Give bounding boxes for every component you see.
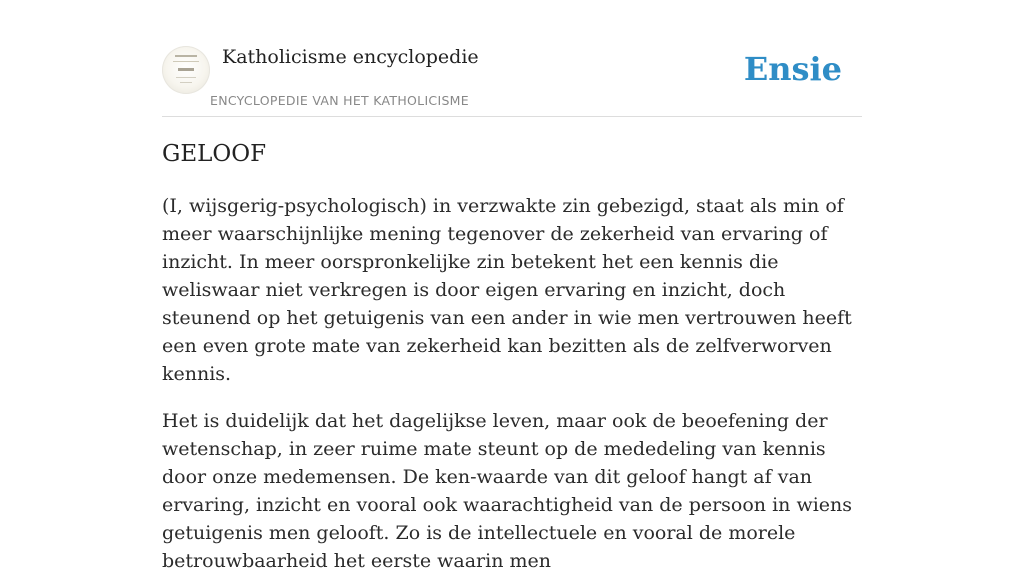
logo-line [176, 77, 196, 78]
article-title: GELOOF [162, 141, 267, 167]
encyclopedia-subtitle: ENCYCLOPEDIE VAN HET KATHOLICISME [210, 93, 469, 108]
encyclopedia-logo[interactable] [162, 46, 210, 94]
article-paragraph: Het is duidelijk dat het dagelijkse leven, maar ook de beoefening der wetenschap, in zeer ruime mate steunt op de mededeling van kennis door onze medemensen. De ken-waarde van dit geloof hangt af van ervaring, inzicht en vooral ook waarachtigheid van de persoon in wiens getuigenis men gelooft. Zo is de intellectuele en vooral de morele betrouwbaarheid het eerste waarin men [162, 410, 853, 572]
logo-line [178, 68, 194, 71]
article-paragraph: (I, wijsgerig-psychologisch) in verzwakte zin gebezigd, staat als min of meer waarschijnlijke mening tegenover de zekerheid van ervaring of inzicht. In meer oorspronkelijke zin betekent het een kennis die weliswaar niet verkregen is door eigen ervaring en inzicht, doch steunend op het getuigenis van een ander in wie men vertrouwen heeft een even grote mate van zekerheid kan bezitten als de zelfverworven kennis. [162, 195, 852, 385]
article [162, 138, 862, 575]
logo-line [173, 61, 199, 62]
encyclopedia-title-link[interactable]: Katholicisme encyclopedie [222, 46, 479, 68]
ensie-brand-logo[interactable]: Ensie [743, 50, 842, 88]
logo-line [180, 82, 192, 83]
logo-line [175, 55, 197, 57]
site-header [162, 40, 862, 117]
